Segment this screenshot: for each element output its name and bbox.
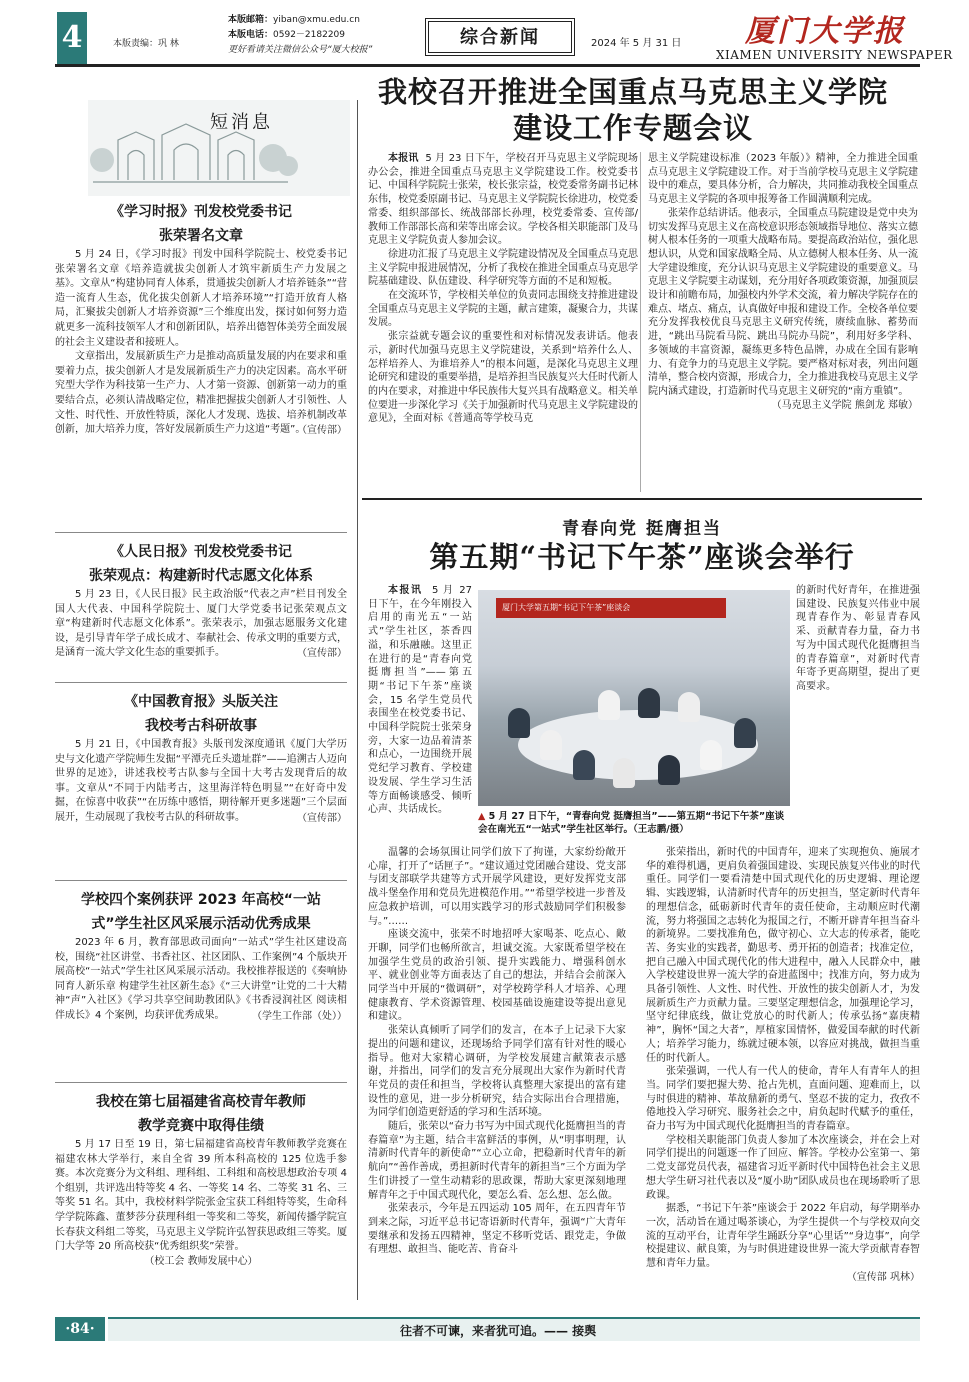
article1-signature: （马克思主义学院 熊剑龙 郑敏） [771, 399, 918, 411]
divider [55, 880, 347, 881]
briefs-heading: 短消息 [210, 112, 273, 133]
photo-figure [700, 740, 722, 770]
editor-credit: 本版责编：巩 林 [113, 39, 179, 49]
divider [55, 682, 347, 683]
photo-caption: ▲ 5 月 27 日下午，“青春向党 挺膺担当”——第五期“书记下午茶”座谈会在南光五“一站式”学生社区举行。（王志鹏/摄） [478, 811, 785, 835]
brief-title[interactable]: 学校四个案例获评 2023 年高校“一站 [81, 892, 321, 908]
footer-page-number: ·84· [55, 1317, 105, 1341]
phone-number: 0592－2182209 [273, 30, 346, 40]
brief-subtitle: 式”学生社区风采展示活动优秀成果 [91, 916, 311, 932]
article2-paragraph: 张荣指出，新时代的中国青年，迎来了实现抱负、施展才华的难得机遇，更肩负着强国建设、实现民族复兴伟业的时代重任。同学们一要看清楚中国式现代化的历史逻辑、理论逻辑、实践逻辑，认清新时代青年的历史担当，坚定新时代青年的理想信念，砥砺新时代青年的责任使命，主动顺应时代潮流，努力将强国之志转化为报国之行，不断开辟青年担当奋斗的新境界。二要找准角色，做守初心、立大志的传承者，能吃苦、务实业的实践者，勤思考、勇开拓的创造者；找准定位，把自己融入中国式现代化的伟大进程中，融入人民群众中，融入学校建设世界一流大学的奋进蓝图中；找准方向，努力成为具备引领性、人文性、时代性、开放性的拔尖创新人才，为发展新质生产力贡献力量。三要坚定理想信念，加强理论学习，坚守纪律底线，做让党放心的时代新人；传承弘扬“嘉庚精神”，胸怀“国之大者”，厚植家国情怀，做爱国奉献的时代新人；培养学习能力，练就过硬本领，以容应对挑战，做担当重任的时代新人。 [646, 847, 920, 1064]
article2-paragraph: 张荣表示，今年是五四运动 105 周年，在五四青年节到来之际，习近平总书记寄语新时代青年，强调“广大青年要继承和发扬五四精神，坚定不移听党话、跟党走，争做有理想、敢担当、能吃苦、肯奋斗 [368, 1203, 626, 1256]
brief-signature: （学生工作部（处）） [252, 1010, 347, 1022]
article1-paragraph: 5 月 23 日下午，学校召开马克思主义学院现场办公会，推进全国重点马克思主义学院建设工作。校党委书记、中国科学院院士张荣，校长张宗益，校党委常务副书记林东伟，校党委原副书记、马克思主义学院院长徐进功，校党委常委、组织部部长、统战部部长孙理，校党委常委、宣传部/教师工作部部长高和荣等出席会议。学校各相关职能部门及马克思主义学院负责人参加会议。 [368, 153, 639, 247]
brief-paragraph: 5 月 24 日，《学习时报》刊发中国科学院院士、校党委书记张荣署名文章《培养造就拔尖创新人才筑牢新质生产力发展之基》。文章从“构建协同育人体系，贯通拔尖创新人才培养链条”“营造一流育人生态，优化拔尖创新人才培养环境”“打造开放育人格局，汇聚拔尖创新人才培养资源”三个维度出发，探讨如何努力造就更多一流科技领军人才和创新团队，培养出德智体美劳全面发展的社会主义建设者和接班人。 [55, 249, 347, 348]
article2-paragraph: 温馨的会场氛围让同学们放下了拘谨，大家纷纷敞开心扉，打开了“话匣子”。“建议通过党团融合建设、党支部与团支部联学共建等方式开展学风建设，更好发挥党支部战斗堡垒作用和党员先进模范作用。”“希望学校进一步普及应急救护培训，可以用实践学习的形式鼓励同学们积极参与。”…… [368, 847, 626, 927]
brief-paragraph: 5 月 17 日至 19 日，第七届福建省高校青年教师教学竞赛在福建农林大学举行，来自全省 39 所本科高校的 125 位选手参赛。本次竞赛分为文科组、理科组、工科组和高校思想政治专项 4 个组别，共评选出特等奖 4 名、一等奖 14 名、二等奖 31 名、三等奖 51 名。其中，我校材料学院张金宝获工科组特等奖，生命科学学院陈鑫、董梦莎分获理科组一等奖和二等奖，新闻传播学院宣长春获文科组二等奖，马克思主义学院许弘智获思政组三等奖。厦门大学等 20 所高校获“优秀组织奖”荣誉。 [55, 1139, 347, 1253]
photo-figure [540, 730, 562, 760]
column-rule [357, 100, 358, 1300]
brief-paragraph: 2023 年 6 月，教育部思政司面向“一站式”学生社区建设高校，围绕“社区讲堂、书香社区、社区团队、工作案例”4 个版块开展高校“一站式”学生社区风采展示活动。我校推荐报送的《奏响协同育人新乐章 构建学生社区新生态》《“三大讲堂”让党的二十大精神“声”入社区》《学习共享空间助教团队》《书香浸润社区 阅读相伴成长》4 个案例，均获评优秀成果。 [55, 937, 347, 1021]
brief-signature: （宣传部） [297, 424, 347, 436]
divider [55, 532, 347, 533]
article2-column-right-top [796, 584, 920, 694]
article2-paragraph: 张荣认真倾听了同学们的发言，在本子上记录下大家提出的问题和建议，还现场给予同学们富有针对性的暖心指导。他对大家精心调研，为学校发展建言献策表示感谢，并指出，同学们的发言充分展现出大家作为新时代青年党员的责任和担当，学校将认真整理大家提出的富有建设性的意见，进一步分析研究，结合实际出台合理措施，为同学们创造更舒适的学习和生活环境。 [368, 1025, 626, 1119]
article2-column-narrow [368, 584, 472, 817]
brief-paragraph: 5 月 21 日，《中国教育报》头版刊发深度通讯《厦门大学历史与文化遗产学院师生发掘“平潭壳丘头遗址群”——追溯古人迈向世界的足迹》，讲述我校考古队参与全国十大考古发现背后的故事。文章从“不同于内陆考古，这里海洋特色明显”“在好奇中发掘，在惊喜中收获”“在历练中感悟，期待解开更多迷题”三个层面展开，生动展现了我校考古队的科研故事。 [55, 739, 347, 823]
brief-signature: （宣传部） [297, 647, 347, 659]
article1-column-2 [648, 152, 918, 412]
phone-label: 本版电话： [228, 30, 274, 40]
photo-banner: 厦门大学第五期“书记下午茶”座谈会 [496, 598, 726, 618]
article2-signature: （宣传部 巩林） [846, 1271, 920, 1283]
brief-title[interactable]: 《中国教育报》头版关注 [124, 694, 278, 710]
article1-paragraph: 张宗益就专题会议的重要性和对标情况发表讲话。他表示，新时代加强马克思主义学院建设，关系到“培养什么人、怎样培养人、为谁培养人”的根本问题，是深化马克思主义理论研究和建设的重要举措，是培养担当民族复兴大任时代新人的内在要求，对推进中华民族伟大复兴具有战略意义。相关单位要进一步深化学习《关于加强新时代马克思主义学院建设的意见》，全面对标《普通高等学校马克 [368, 331, 638, 425]
email-label: 本版邮箱： [228, 15, 274, 25]
meeting-photo[interactable] [478, 590, 790, 806]
brief-signature: （校工会 教师发展中心） [144, 1255, 258, 1267]
section-label: 综合新闻 [425, 18, 575, 56]
brief-item [55, 690, 347, 826]
newspaper-logo: 厦门大学报 [745, 14, 905, 49]
brief-subtitle: 我校考古科研故事 [145, 718, 257, 734]
article1-paragraph: 在交流环节，学校相关单位的负责同志围绕支持推进建设全国重点马克思主义学院的主题，献言建策，凝聚合力，共谋发展。 [368, 290, 638, 329]
article1-lead: 本报讯 [388, 153, 419, 164]
masthead-rule [55, 64, 920, 67]
article2-paragraph: 座谈交流中，张荣不时地招呼大家喝茶、吃点心、敞开聊，同学们也畅所欲言，坦诚交流。大家既希望学校在加强学生党员的政治引领、提升实践能力、增强科创水平、就业创业等方面表达了自己的想法，并结合会前深入同学当中开展的“微调研”，对学校跨学科人才培养、心理健康教育、学术资源管理、校园基础设施建设等提出意见和建议。 [368, 929, 626, 1023]
article2-lead: 本报讯 [388, 585, 423, 596]
brief-title[interactable]: 《学习时报》刊发校党委书记 [110, 204, 292, 220]
brief-title[interactable]: 我校在第七届福建省高校青年教师 [96, 1094, 306, 1110]
brief-subtitle: 教学竞赛中取得佳绩 [138, 1118, 264, 1134]
article2-paragraph: 5 月 27 日下午，在今年刚投入启用的南光五“一站式”学生社区，茶香四溢，和乐融融。这里正在进行的是“青春向党 挺膺担当”——第五期“书记下午茶”座谈会，15 名学生党员代表围坐在校党委书记、中国科学院院士张荣身旁，大家一边品着清茶和点心，一边围绕开展党纪学习教育、学校建设发展、学生学习生活等方面畅谈感受、倾听心声、共话成长。 [368, 585, 472, 816]
photo-figure [658, 755, 680, 785]
photo-figure [598, 690, 620, 720]
follow-note: 更好看请关注微信公众号“厦大校报” [228, 45, 373, 55]
divider [55, 1082, 347, 1083]
article1-headline[interactable]: 我校召开推进全国重点马克思主义学院 建设工作专题会议 [377, 75, 888, 145]
article2-paragraph: 随后，张荣以“奋力书写为中国式现代化挺膺担当的青春篇章”为主题，结合丰富鲜活的事例，从“明事明理，认清新时代青年的新使命”“立心立命，把稳新时代青年的新航向”“善作善成，勇担新时代青年的新担当”三个方面为学生们讲授了一堂生动精彩的思政课，帮助大家更深刻地理解青年之于中国式现代化，要怎么看、怎么想、怎么做。 [368, 1121, 626, 1201]
article2-kicker: 青春向党 挺膺担当 [562, 519, 722, 539]
brief-subtitle: 张荣观点：构建新时代志愿文化体系 [89, 568, 313, 584]
brief-item [55, 200, 347, 438]
article1-paragraph: 张荣作总结讲话。他表示，全国重点马院建设是党中央为切实发挥马克思主义在高校意识形态领域指导地位、落实立德树人根本任务的一项重大战略布局。要提高政治站位，强化思想认识，从党和国家战略全局、从立德树人根本任务、从一流大学建设维度，充分认识马克思主义学院建设的重要意义。马克思主义学院要主动谋划，充分用好各项政策资源，加强顶层设计和前瞻布局，加强校内外学术交流，着力解决学院存在的难点、堵点、痛点，认真做好申报和建设工作。全校各单位要充分发挥我校优良马克思主义研究传统，赓续血脉、蓄势而进，“跳出马院看马院、跳出马院办马院”，利用好多学科、多领域的丰富资源，凝练更多特色品牌，办成在全国有影响力、有竞争力的马克思主义学院。要严格对标对表，列出问题清单，整合校内资源，形成合力，全力推进我校马克思主义学院内涵式建设，打造新时代马克思主义研究的“南方重镇”。 [648, 207, 918, 397]
article2-paragraph: 学校相关职能部门负责人参加了本次座谈会，并在会上对同学们提出的问题逐一作了回应、解答。学校办公室第一、第二党支部党员代表，福建省习近平新时代中国特色社会主义思想大学生研习社代表以及“厦小助”团队成员也在现场聆听了思政课。 [646, 1134, 920, 1201]
photo-figure [613, 758, 635, 788]
brief-item [55, 888, 347, 1024]
brief-subtitle: 张荣署名文章 [159, 228, 243, 244]
article2-paragraph: 张荣强调，一代人有一代人的使命，青年人有青年人的担当。同学们要把握大势、抢占先机，直面问题、迎难而上，以与时俱进的精神、革故鼎新的勇气、坚忍不拔的定力，孜孜不倦地投入学习研究、服务社会之中，肩负起时代赋予的重任，奋力书写为中国式现代化挺膺担当的青春篇章。 [646, 1066, 920, 1133]
photo-figure [678, 692, 700, 722]
footer-quote: 往者不可谏，来者犹可追。—— 接舆 [400, 1324, 597, 1338]
article2-paragraph: 据悉，“书记下午茶”座谈会于 2022 年启动，每学期举办一次，活动旨在通过喝茶谈心，为学生提供一个与学校双向交流的互动平台，让青年学生踊跃分享“心里话”“身边事”，向学校提建议、献良策，为与时俱进建设世界一流大学贡献青春智慧和青年力量。 [646, 1203, 920, 1270]
newspaper-logo-english: XIAMEN UNIVERSITY NEWSPAPER [716, 48, 953, 62]
article2-column-mid [368, 846, 626, 1257]
article2-headline[interactable]: 第五期“书记下午茶”座谈会举行 [429, 540, 855, 574]
brief-item [55, 1090, 347, 1269]
issue-date: 2024 年 5 月 31 日 [591, 38, 682, 49]
contact-info [228, 13, 372, 58]
article-separator [362, 498, 922, 500]
article1-column-1 [368, 152, 638, 426]
brief-signature: （宣传部） [297, 812, 347, 824]
photo-figure [508, 708, 530, 738]
article1-paragraph: 思主义学院建设标准（2023 年版）》精神，全力推进全国重点马克思主义学院建设工作。对于当前学校马克思主义学院建设中的难点，要具体分析，合力解决，共同推动我校全国重点马克思主义学院的各项申报筹备工作圆满顺利完成。 [648, 153, 918, 206]
page-number: 4 [57, 12, 87, 64]
article2-column-right [646, 846, 920, 1285]
article2-paragraph: 的新时代好青年，在推进强国建设、民族复兴伟业中展现青春作为、彰显青春风采、贡献青春力量，奋力书写为中国式现代化挺膺担当的青春篇章”，对新时代青年寄予更高期望，提出了更高要求。 [796, 585, 920, 692]
photo-figure [573, 750, 595, 780]
brief-paragraph: 文章指出，发展新质生产力是推动高质量发展的内在要求和重要着力点，拔尖创新人才是发展新质生产力的决定因素。高水平研究型大学作为科技第一生产力、人才第一资源、创新第一动力的重要结合点，必须认清战略定位，精准把握拔尖创新人才引领性、人文性、时代性、开放性特质，深化人才发现、选拔、培养机制改革创新，加大培养力度，答好发展新质生产力这道“考题”。 [55, 351, 347, 436]
photo-figure [734, 718, 756, 748]
caption-marker-icon: ▲ [478, 811, 486, 822]
divider [640, 152, 641, 492]
brief-item [55, 540, 347, 662]
brief-title[interactable]: 《人民日报》刊发校党委书记 [110, 544, 292, 560]
photo-figure [638, 688, 660, 718]
email-address[interactable]: yiban@xmu.edu.cn [273, 15, 360, 25]
brief-paragraph: 5 月 23 日，《人民日报》民主政治版“代表之声”栏目刊发全国人大代表、中国科学院院士、厦门大学党委书记张荣观点文章“构建新时代志愿文化体系”。张荣表示，加强志愿服务文化建设，是引导青年学子成长成才、奉献社会、传承文明的重要方式，是涵育一流大学文化生态的重要抓手。 [55, 589, 347, 659]
article1-paragraph: 徐进功汇报了马克思主义学院建设情况及全国重点马克思主义学院申报进展情况，分析了我校在推进全国重点马克思学院基础建设、队伍建设、科学研究等方面的不足和短板。 [368, 248, 638, 288]
